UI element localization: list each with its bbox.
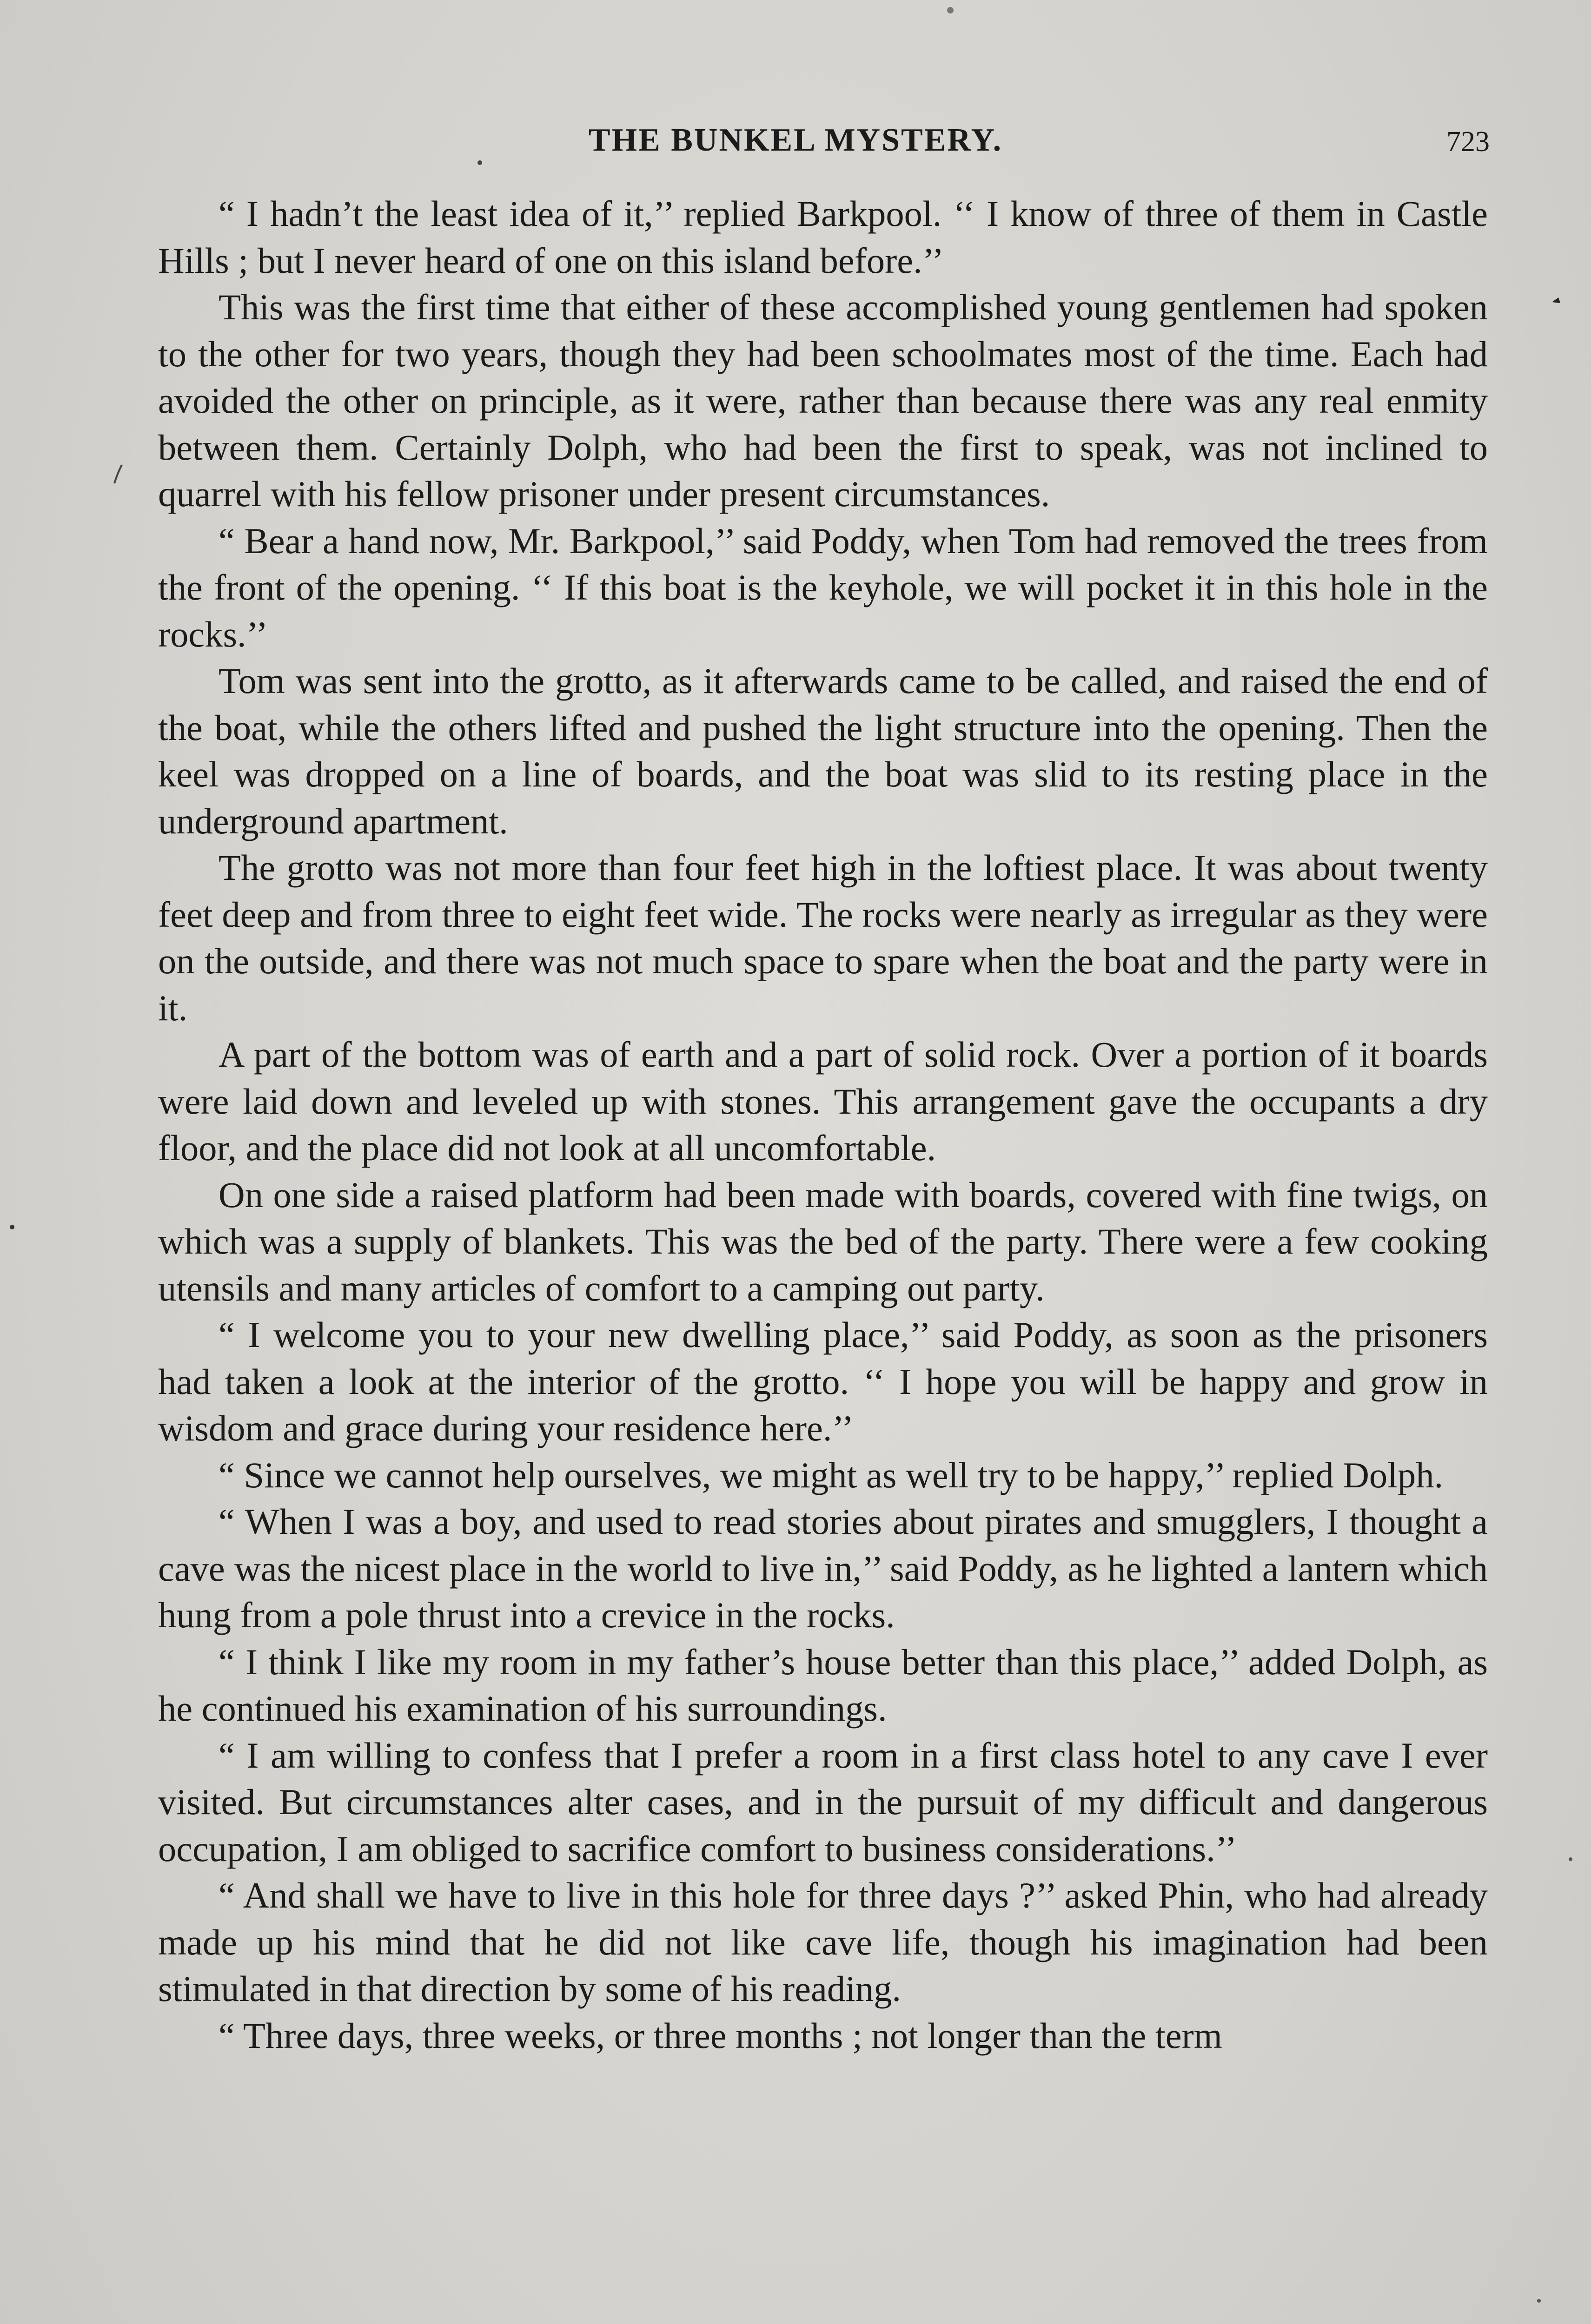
paragraph: This was the first time that either of these accomplished young gentlemen had spoken to the other for two years, though they had been schoolmates most of the time. Each had avoided the other on principle, as it were, rather than because there was any real enmity between them. Certainly Dolph, who had been the first to speak, was not inclined to quarrel with his fellow prisoner under present circumstances. bbox=[158, 287, 1488, 514]
running-title: THE BUNKEL MYSTERY. bbox=[588, 122, 1003, 158]
running-head bbox=[0, 122, 1591, 168]
paragraph: “ I welcome you to your new dwelling place,’’ said Poddy, as soon as the prisoners had taken a look at the interior of the grotto. ‘‘ I hope you will be happy and grow in wisdom and grace during your residence here.’’ bbox=[158, 1314, 1488, 1448]
body-text bbox=[158, 191, 1488, 2059]
paragraph: “ Three days, three weeks, or three months ; not longer than the term bbox=[219, 2015, 1222, 2056]
paragraph: “ I am willing to confess that I prefer a room in a first class hotel to any cave I ever visited. But circumstances alter cases, and in the pursuit of my difficult and dangerous occupation, I am obliged to sacrifice comfort to business considerations.’’ bbox=[158, 1735, 1488, 1869]
paragraph: The grotto was not more than four feet high in the loftiest place. It was about twenty feet deep and from three to eight feet wide. The rocks were nearly as irregular as they were on the outside, and there was not much space to spare when the boat and the party were in it. bbox=[158, 847, 1488, 1028]
paragraph: “ I think I like my room in my father’s house better than this place,’’ added Dolph, as he continued his examination of his surroundings. bbox=[158, 1641, 1488, 1729]
paragraph: Tom was sent into the grotto, as it afterwards came to be called, and raised the end of the boat, while the others lifted and pushed the light structure into the opening. Then the keel was dropped on a line of boards, and the boat was slid to its resting place in the underground apartment. bbox=[158, 660, 1488, 841]
paragraph: “ And shall we have to live in this hole for three days ?’’ asked Phin, who had already made up his mind that he did not like cave life, though his imagination had been stimulated in that direction by some of his reading. bbox=[158, 1875, 1488, 2009]
paragraph: “ I hadn’t the least idea of it,’’ replied Barkpool. ‘‘ I know of three of them in Castle Hills ; but I never heard of one on this island before.’’ bbox=[158, 193, 1488, 281]
paragraph: On one side a raised platform had been made with boards, covered with fine twigs, on which was a supply of blankets. This was the bed of the party. There were a few cooking utensils and many articles of comfort to a camping out party. bbox=[158, 1174, 1488, 1308]
paragraph: “ Bear a hand now, Mr. Barkpool,’’ said Poddy, when Tom had removed the trees from the front of the opening. ‘‘ If this boat is the keyhole, we will pocket it in this hole in the rocks.’’ bbox=[158, 520, 1488, 654]
paragraph: “ Since we cannot help ourselves, we might as well try to be happy,’’ replied Dolph. bbox=[219, 1454, 1444, 1495]
page-number: 723 bbox=[1446, 126, 1490, 158]
paragraph: “ When I was a boy, and used to read stories about pirates and smugglers, I thought a cave was the nicest place in the world to live in,’’ said Poddy, as he lighted a lantern which hung from a pole thrust into a crevice in the rocks. bbox=[158, 1501, 1488, 1635]
paragraph: A part of the bottom was of earth and a part of solid rock. Over a portion of it boards were laid down and leveled up with stones. This arrangement gave the occupants a dry floor, and the place did not look at all uncomfortable. bbox=[158, 1034, 1488, 1168]
